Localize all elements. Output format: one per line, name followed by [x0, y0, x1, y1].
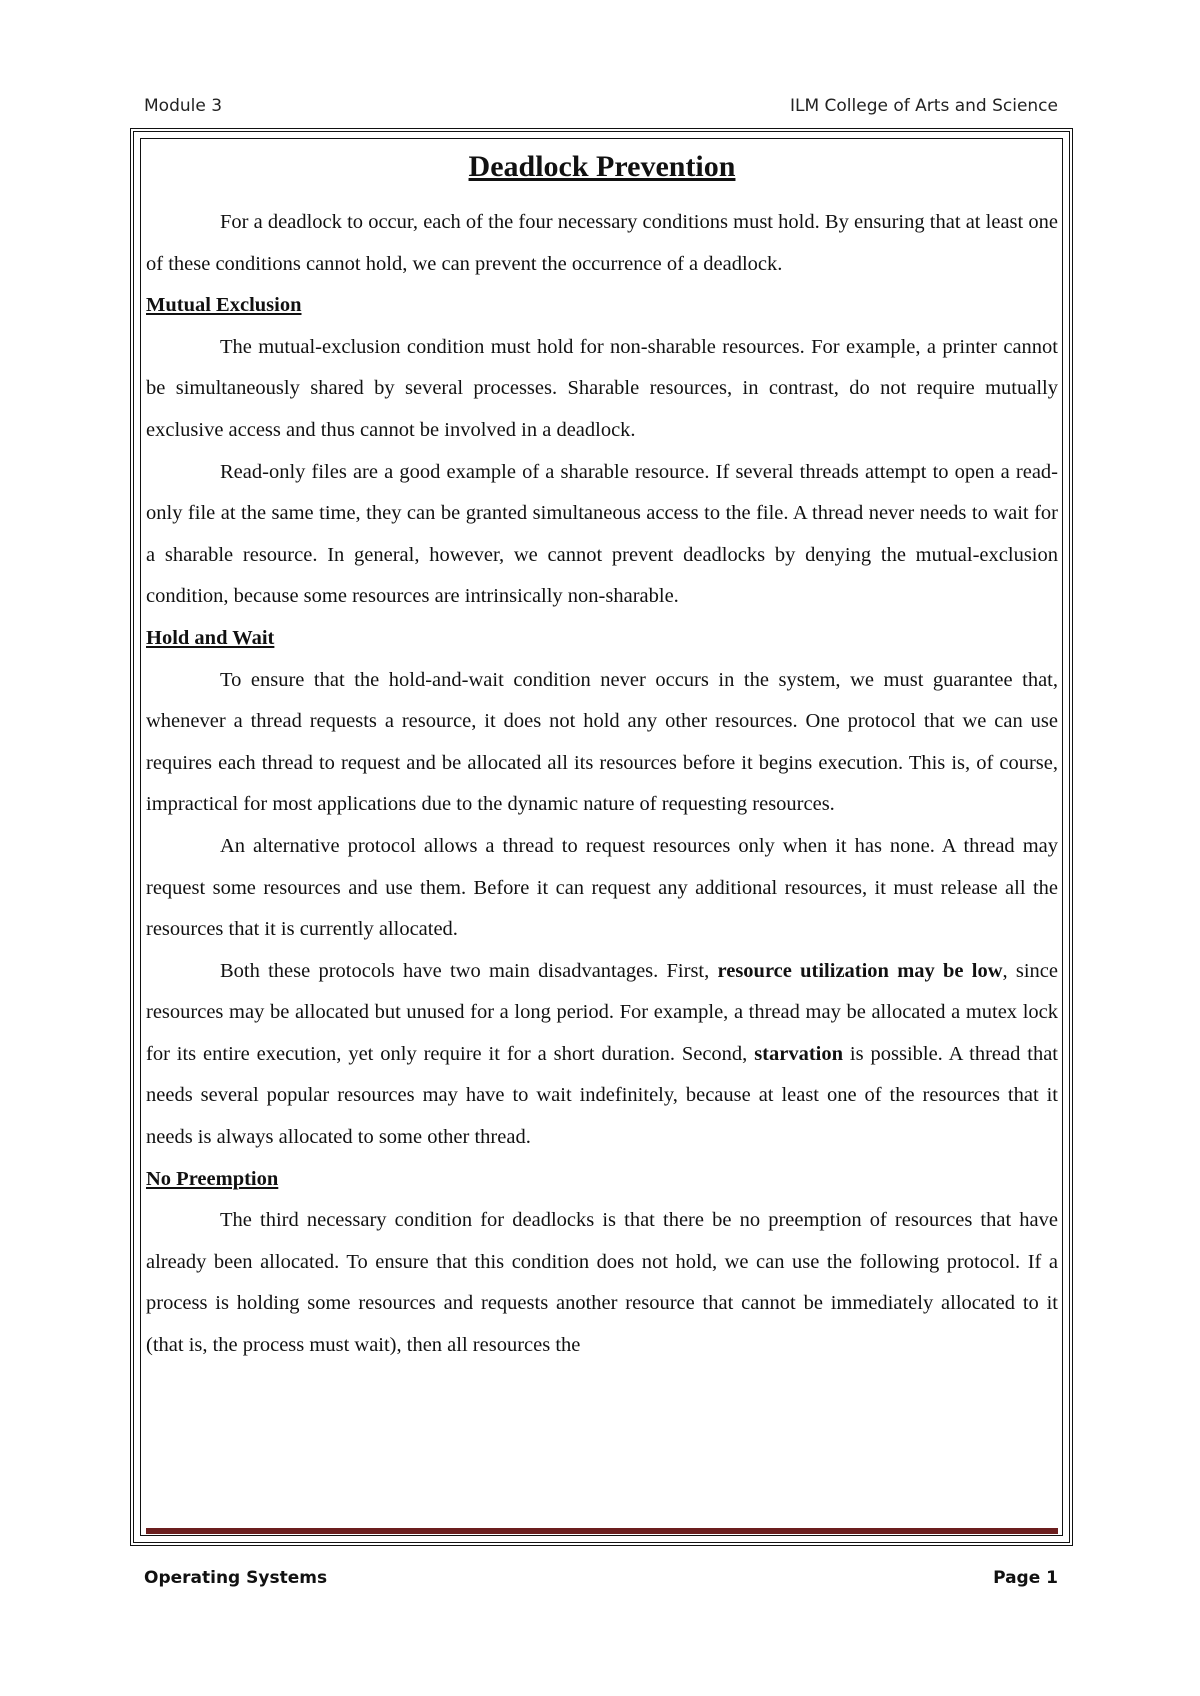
- hold-and-wait-paragraph-2: An alternative protocol allows a thread to request resources only when it has none. A thread may request some resources and use them. Before it can request any additional resources, it must release all the resources that it is currently allocated.: [146, 834, 1058, 941]
- p3-text-b: , since resources may be allocated but unused for a long period. For example, a thread may be allocated a mutex lock for its entire execution, yet only require it for a short duration. Second,: [146, 959, 1059, 1065]
- p3-text-a: Both these protocols have two main disadvantages. First,: [220, 959, 718, 982]
- header-module: Module 3: [144, 96, 223, 116]
- p3-bold-starvation: starvation: [754, 1042, 844, 1065]
- p3-bold-utilization: resource utilization may be low: [717, 959, 1003, 982]
- heading-no-preemption: No Preemption: [146, 1167, 279, 1190]
- mutual-exclusion-paragraph-2: Read-only files are a good example of a sharable resource. If several threads attempt to open a read-only file at the same time, they can be granted simultaneous access to the file. A thread never needs to wait for a sharable resource. In general, however, we cannot prevent deadlocks by denying the mutual-exclusion condition, because some resources are intrinsically non-sharable.: [146, 460, 1058, 608]
- page-title: Deadlock Prevention: [468, 150, 736, 183]
- footer-page-number: Page 1: [993, 1568, 1058, 1588]
- hold-and-wait-paragraph-3: [146, 951, 1058, 1159]
- document-body: [146, 144, 1058, 1367]
- hold-and-wait-paragraph-1: To ensure that the hold-and-wait condition never occurs in the system, we must guarantee that, whenever a thread requests a resource, it does not hold any other resources. One protocol that we can use requires each thread to request and be allocated all its resources before it begins execution. This is, of course, impractical for most applications due to the dynamic nature of requesting resources.: [146, 668, 1058, 816]
- no-preemption-paragraph-1: The third necessary condition for deadlocks is that there be no preemption of resources that have already been allocated. To ensure that this condition does not hold, we can use the following protocol. If a process is holding some resources and requests another resource that cannot be immediately allocated to it (that is, the process must wait), then all resources the: [146, 1209, 1058, 1357]
- heading-mutual-exclusion: Mutual Exclusion: [146, 294, 302, 317]
- header-college: ILM College of Arts and Science: [789, 96, 1058, 116]
- footer-course: Operating Systems: [144, 1568, 328, 1588]
- heading-hold-and-wait: Hold and Wait: [146, 626, 275, 649]
- footer-rule: [146, 1528, 1058, 1534]
- intro-paragraph: For a deadlock to occur, each of the four necessary conditions must hold. By ensuring that at least one of these conditions cannot hold, we can prevent the occurrence of a deadlock.: [146, 211, 1058, 275]
- mutual-exclusion-paragraph-1: The mutual-exclusion condition must hold for non-sharable resources. For example, a printer cannot be simultaneously shared by several processes. Sharable resources, in contrast, do not require mutually exclusive access and thus cannot be involved in a deadlock.: [146, 335, 1058, 441]
- p3-text-c: is possible. A thread that needs several popular resources may have to wait indefinitely, because at least one of the resources that it needs is always allocated to some other thread.: [146, 1042, 1058, 1149]
